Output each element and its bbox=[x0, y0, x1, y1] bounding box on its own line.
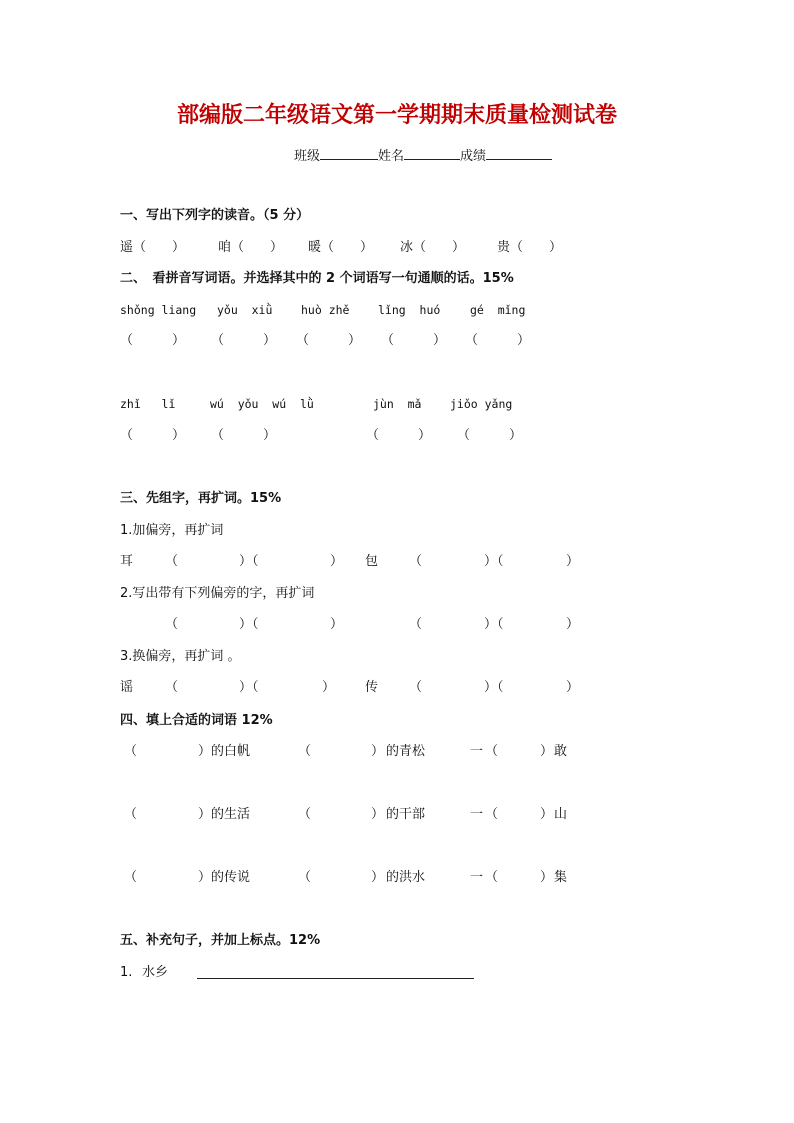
paren-close[interactable]: ） bbox=[540, 744, 554, 759]
section-2-heading: 二、 看拼音写词语。并选择其中的 2 个词语写一句通顺的话。15% bbox=[120, 271, 514, 286]
page-title: 部编版二年级语文第一学期期末质量检测试卷 bbox=[176, 102, 617, 128]
pinyin-prompt: wú yǒu wú lǜ bbox=[210, 397, 314, 411]
phrase-suffix: 山 bbox=[554, 807, 568, 822]
paren-open[interactable]: （ bbox=[409, 617, 423, 632]
answer-parens[interactable]: （ ） bbox=[211, 333, 277, 348]
subsection-label: 3.换偏旁，再扩词 。 bbox=[120, 649, 241, 664]
given-character: 包 bbox=[365, 554, 379, 569]
name-field[interactable] bbox=[404, 147, 460, 160]
class-field[interactable] bbox=[320, 147, 378, 160]
phrase-suffix: 敢 bbox=[554, 744, 568, 759]
phrase-suffix: 集 bbox=[554, 870, 568, 885]
paren-mid[interactable]: ）（ bbox=[239, 617, 259, 632]
section-1-heading: 一、写出下列字的读音。（5 分） bbox=[120, 208, 310, 223]
paren-open[interactable]: （ bbox=[124, 744, 138, 759]
item-number: 1. bbox=[120, 965, 133, 980]
sentence-prompt: 水乡 bbox=[142, 965, 169, 980]
paren-mid[interactable]: ）（ bbox=[484, 554, 504, 569]
paren-mid[interactable]: ）（ bbox=[239, 680, 259, 695]
paren-close[interactable]: ） bbox=[198, 870, 212, 885]
s1-item[interactable]: 咱（ ） bbox=[218, 240, 284, 255]
pinyin-prompt: huò zhě bbox=[301, 303, 350, 317]
subsection-label: 2.写出带有下列偏旁的字，再扩词 bbox=[120, 586, 315, 601]
paren-close[interactable]: ） bbox=[330, 617, 344, 632]
paren-open[interactable]: （ bbox=[124, 807, 138, 822]
paren-mid[interactable]: ）（ bbox=[484, 680, 504, 695]
pinyin-prompt: zhǐ lǐ bbox=[120, 397, 176, 411]
paren-open[interactable]: （ bbox=[124, 870, 138, 885]
paren-open[interactable]: （ bbox=[165, 680, 179, 695]
pinyin-prompt: shǒng liang bbox=[120, 303, 197, 317]
pinyin-prompt: jiǒo yǎng bbox=[450, 397, 513, 411]
measure-word-one: 一 bbox=[470, 870, 484, 885]
paren-close[interactable]: ） bbox=[198, 744, 212, 759]
paren-open[interactable]: （ bbox=[165, 617, 179, 632]
paren-open[interactable]: （ bbox=[409, 554, 423, 569]
phrase-suffix: 的生活 bbox=[211, 807, 251, 822]
answer-parens[interactable]: （ ） bbox=[296, 333, 362, 348]
score-label: 成绩 bbox=[460, 149, 487, 164]
name-label: 姓名 bbox=[378, 149, 405, 164]
paren-mid[interactable]: ）（ bbox=[484, 617, 504, 632]
s1-item[interactable]: 冰（ ） bbox=[400, 240, 466, 255]
phrase-suffix: 的青松 bbox=[386, 744, 426, 759]
pinyin-prompt: gé mǐng bbox=[470, 303, 526, 317]
paren-close[interactable]: ） bbox=[566, 680, 580, 695]
paren-close[interactable]: ） bbox=[371, 870, 385, 885]
paren-close[interactable]: ） bbox=[566, 554, 580, 569]
given-character: 耳 bbox=[120, 554, 134, 569]
given-character: 传 bbox=[365, 680, 379, 695]
sentence-answer-line[interactable] bbox=[197, 977, 474, 979]
class-label: 班级 bbox=[294, 149, 321, 164]
s1-item[interactable]: 贵（ ） bbox=[497, 240, 563, 255]
section-4-heading: 四、填上合适的词语 12% bbox=[120, 713, 273, 728]
s1-item[interactable]: 暖（ ） bbox=[308, 240, 374, 255]
paren-close[interactable]: ） bbox=[566, 617, 580, 632]
answer-parens[interactable]: （ ） bbox=[120, 428, 186, 443]
paren-open[interactable]: （ bbox=[298, 807, 312, 822]
measure-word-one: 一 bbox=[470, 807, 484, 822]
phrase-suffix: 的干部 bbox=[386, 807, 426, 822]
s1-item[interactable]: 遥（ ） bbox=[120, 240, 186, 255]
paren-open[interactable]: （ bbox=[165, 554, 179, 569]
paren-mid[interactable]: ）（ bbox=[239, 554, 259, 569]
paren-open[interactable]: （ bbox=[485, 807, 499, 822]
paren-close[interactable]: ） bbox=[322, 680, 336, 695]
answer-parens[interactable]: （ ） bbox=[465, 333, 531, 348]
paren-close[interactable]: ） bbox=[540, 807, 554, 822]
student-info-line bbox=[294, 147, 552, 163]
paren-open[interactable]: （ bbox=[485, 744, 499, 759]
paren-open[interactable]: （ bbox=[485, 870, 499, 885]
paren-close[interactable]: ） bbox=[198, 807, 212, 822]
paren-close[interactable]: ） bbox=[371, 807, 385, 822]
paren-open[interactable]: （ bbox=[409, 680, 423, 695]
paren-close[interactable]: ） bbox=[371, 744, 385, 759]
pinyin-prompt: jùn mǎ bbox=[373, 397, 422, 411]
section-3-heading: 三、先组字，再扩词。15% bbox=[120, 491, 282, 506]
answer-parens[interactable]: （ ） bbox=[366, 428, 432, 443]
phrase-suffix: 的白帆 bbox=[211, 744, 251, 759]
phrase-suffix: 的洪水 bbox=[386, 870, 426, 885]
subsection-label: 1.加偏旁，再扩词 bbox=[120, 523, 224, 538]
answer-parens[interactable]: （ ） bbox=[457, 428, 523, 443]
given-character: 谣 bbox=[120, 680, 134, 695]
section-5-heading: 五、补充句子，并加上标点。12% bbox=[120, 933, 321, 948]
paren-open[interactable]: （ bbox=[298, 744, 312, 759]
paren-close[interactable]: ） bbox=[540, 870, 554, 885]
paren-open[interactable]: （ bbox=[298, 870, 312, 885]
pinyin-prompt: lǐng huó bbox=[378, 303, 441, 317]
answer-parens[interactable]: （ ） bbox=[120, 333, 186, 348]
phrase-suffix: 的传说 bbox=[211, 870, 251, 885]
pinyin-prompt: yǒu xiǜ bbox=[217, 303, 273, 317]
score-field[interactable] bbox=[486, 147, 552, 160]
measure-word-one: 一 bbox=[470, 744, 484, 759]
paren-close[interactable]: ） bbox=[330, 554, 344, 569]
answer-parens[interactable]: （ ） bbox=[211, 428, 277, 443]
answer-parens[interactable]: （ ） bbox=[381, 333, 447, 348]
